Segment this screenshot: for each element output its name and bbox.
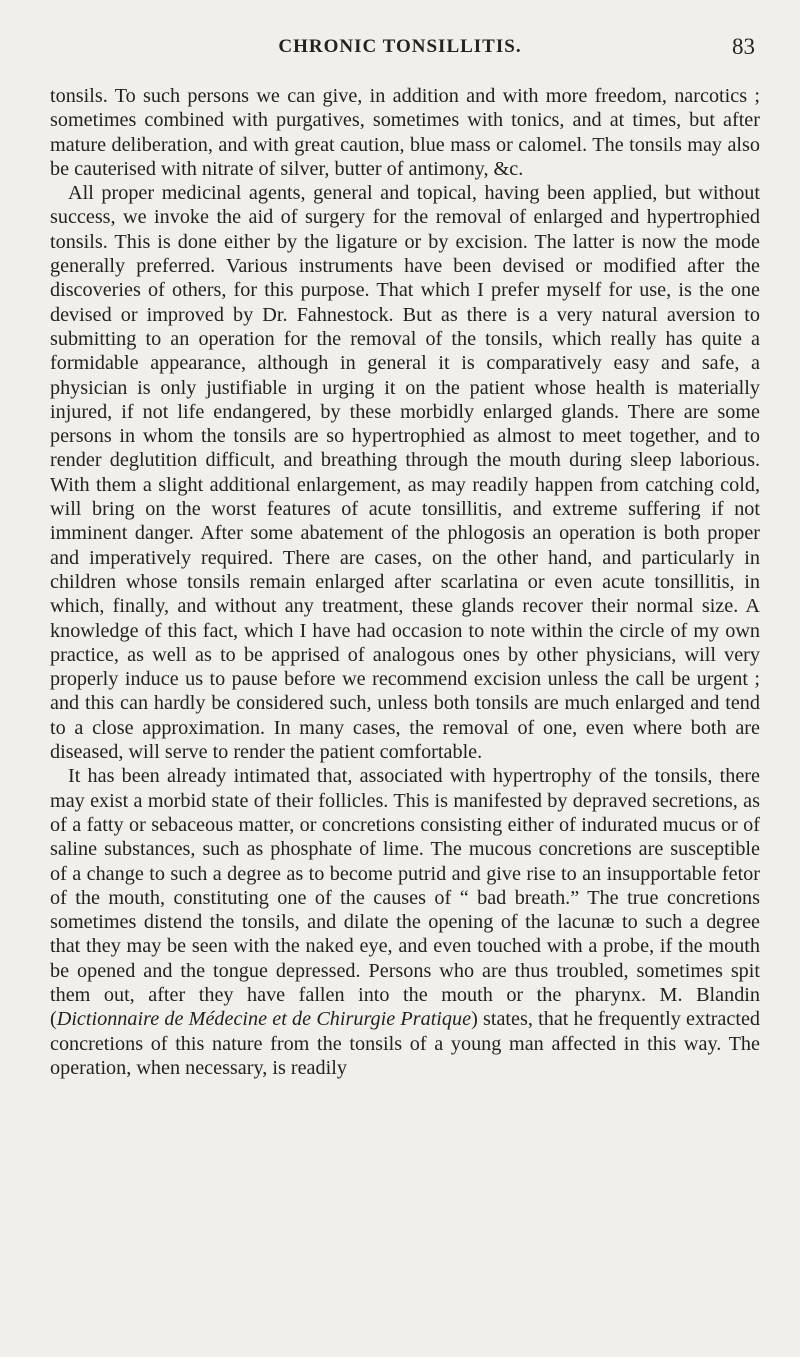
paragraph-3-text-before: It has been already intimated that, associated with hypertrophy of the tonsils, there may exist a morbid state of their follicles. This is manifested by depraved secretions, as of a fatty or sebaceous matter, or concretions consisting either of indurated mucus or of saline substances, such as phosphate of lime. The mucous concretions are susceptible of a change to such a degree as to become putrid and give rise to an insupportable fetor of the mouth, constituting one of the causes of “ bad breath.” The true concretions sometimes distend the tonsils, and dilate the opening of the lacunæ to such a degree that they may be seen with the naked eye, and even touched with a probe, if the mouth be opened and the tongue depressed. Persons who are thus troubled, sometimes spit them out, after they have fallen into the mouth or the pharynx. M. Blandin ( — [50, 765, 760, 1031]
paragraph-1: tonsils. To such persons we can give, in addition and with more freedom, narcotics ; sometimes combined with purgatives, sometimes with tonics, and at times, but after mature deliberation, and with great caution, blue mass or calomel. The tonsils may also be cauterised with nitrate of silver, butter of antimony, &c. — [50, 85, 760, 180]
paragraph-3 — [50, 764, 760, 1080]
paragraph-3-text-after: ) states, that he frequently extracted concretions of this nature from the tonsils of a young man affected in this way. The operation, when necessary, is readily — [50, 1008, 760, 1079]
citation-title: Dictionnaire de Médecine et de Chirurgie Pratique — [56, 1008, 472, 1031]
page-number: 83 — [732, 34, 755, 59]
body-text — [50, 84, 760, 1080]
paragraph-2: All proper medicinal agents, general and topical, having been applied, but without success, we invoke the aid of surgery for the removal of enlarged and hypertrophied tonsils. This is done either by the ligature or by excision. The latter is now the mode generally preferred. Various instruments have been devised or modified after the discoveries of others, for this purpose. That which I prefer myself for use, is the one devised or improved by Dr. Fahnestock. But as there is a very natural aversion to submitting to an operation for the removal of the tonsils, which really has quite a formidable appearance, although in general it is comparatively easy and safe, a physician is only justifiable in urging it on the patient whose health is materially injured, if not life endangered, by these morbidly enlarged glands. There are some persons in whom the tonsils are so hypertrophied as almost to meet together, and to render deglutition difficult, and breathing through the mouth during sleep laborious. With them a slight additional enlargement, as may readily happen from catching cold, will bring on the worst features of acute tonsillitis, and extreme suffering if not imminent danger. After some abatement of the phlogosis an operation is both proper and imperatively required. There are cases, on the other hand, and particularly in children whose tonsils remain enlarged after scarlatina or even acute tonsillitis, in which, finally, and without any treatment, these glands recover their normal size. A knowledge of this fact, which I have had occasion to note within the circle of my own practice, as well as to be apprised of analogous ones by other physicians, will very properly induce us to pause before we recommend excision unless the call be urgent ; and this can hardly be considered such, unless both tonsils are much enlarged and tend to a close approximation. In many cases, the removal of one, even where both are diseased, will serve to render the patient comfortable. — [50, 182, 760, 764]
chapter-title: CHRONIC TONSILLITIS. — [278, 36, 522, 57]
running-head — [0, 34, 800, 64]
